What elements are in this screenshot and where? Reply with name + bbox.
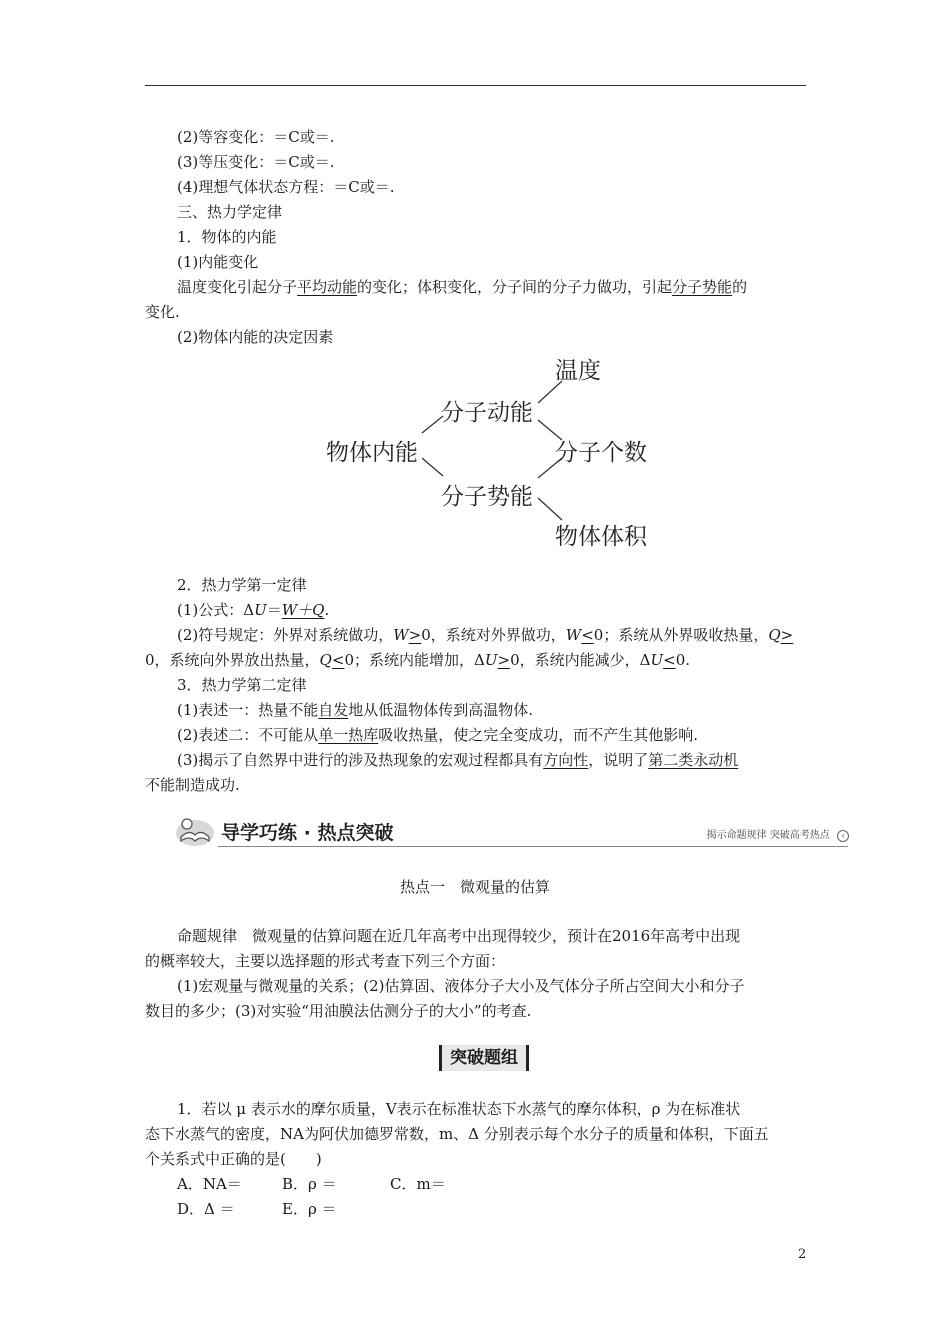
paragraph-line: 命题规律 微观量的估算问题在近几年高考中出现得较少，预计在2016年高考中出现 xyxy=(177,927,741,945)
text: Q xyxy=(768,626,781,644)
text: 0，系统对外界做功， xyxy=(421,626,566,644)
node-temperature: 温度 xyxy=(555,358,601,384)
blank-answer: > xyxy=(497,651,511,669)
text: 地从低温物体传到高温物体. xyxy=(348,701,534,719)
connector xyxy=(422,416,443,433)
item-heading: (2)物体内能的决定因素 xyxy=(177,328,334,346)
banner-rule xyxy=(218,846,848,847)
banner-title: 导学巧练 · 热点突破 xyxy=(221,822,394,844)
page-number: 2 xyxy=(798,1247,807,1262)
connector xyxy=(538,498,562,520)
statement-line: 不能制造成功. xyxy=(145,776,240,794)
statement-line xyxy=(177,725,698,745)
isochoric-line: (2)等容变化：＝C或＝. xyxy=(177,128,335,146)
formula-line xyxy=(177,600,329,620)
sign-convention-line xyxy=(177,625,793,645)
blank-answer: 自发 xyxy=(318,701,349,719)
sign-convention-line xyxy=(145,650,690,670)
paragraph-line: 数目的多少；(3)对实验“用油膜法估测分子的大小”的考查. xyxy=(145,1002,532,1020)
text: 吸收热量，使之完全变成功，而不产生其他影响. xyxy=(378,726,699,744)
blank-answer: W＋Q xyxy=(281,601,325,619)
text: ，说明了 xyxy=(588,751,649,769)
option-c: C．m＝ xyxy=(390,1175,446,1193)
blank-answer: > xyxy=(408,626,422,644)
text: U xyxy=(254,601,267,619)
statement-line xyxy=(177,750,738,770)
question-line: 态下水蒸气的密度，NA为阿伏加德罗常数，m、Δ 分别表示每个水分子的质量和体积，下面五 xyxy=(145,1125,769,1143)
text: U xyxy=(650,651,664,669)
blank-answer: 方向性 xyxy=(543,751,589,769)
paragraph-line xyxy=(177,277,747,297)
blank-answer: < xyxy=(331,651,345,669)
connector xyxy=(422,458,443,476)
text: (3)揭示了自然界中进行的涉及热现象的宏观过程都具有 xyxy=(177,751,544,769)
group-heading: 突破题组 xyxy=(439,1045,529,1071)
text: 0；系统从外界吸收热量， xyxy=(593,626,769,644)
text: 0. xyxy=(675,651,690,669)
subsection-heading: 1．物体的内能 xyxy=(177,228,277,246)
paragraph-line: 的概率较大，主要以选择题的形式考查下列三个方面： xyxy=(145,952,506,970)
internal-energy-diagram xyxy=(310,348,690,558)
blank-answer: 平均动能 xyxy=(297,278,358,296)
statement-line xyxy=(177,700,533,720)
paragraph-line: 变化. xyxy=(145,303,180,321)
header-rule xyxy=(145,85,806,86)
blank-answer: < xyxy=(581,626,594,644)
blank-answer: 第二类永动机 xyxy=(648,751,739,769)
node-molecule-count: 分子个数 xyxy=(555,440,647,466)
text: 的变化；体积变化，分子间的分子力做功，引起 xyxy=(357,278,673,296)
question-line: 1．若以 μ 表示水的摩尔质量，V表示在标准状态下水蒸气的摩尔体积，ρ 为在标准状 xyxy=(177,1100,741,1118)
node-kinetic-energy: 分子动能 xyxy=(441,400,533,426)
option-d: D．Δ ＝ xyxy=(177,1200,235,1218)
subsection-heading: 3．热力学第二定律 xyxy=(177,676,307,694)
option-e: E．ρ ＝ xyxy=(282,1200,337,1218)
blank-answer: 分子势能 xyxy=(672,278,733,296)
text: Q xyxy=(319,651,332,669)
text: (1)表述一：热量不能 xyxy=(177,701,319,719)
option-a: A．NA＝ xyxy=(177,1175,242,1193)
book-icon xyxy=(173,815,217,849)
ideal-gas-line: (4)理想气体状态方程：＝C或＝. xyxy=(177,178,395,196)
text: 的 xyxy=(732,278,748,296)
blank-answer: > xyxy=(780,626,794,644)
text: (1)公式：Δ xyxy=(177,601,255,619)
question-line: 个关系式中正确的是( ) xyxy=(145,1150,322,1168)
text: W xyxy=(393,626,409,644)
chevron-left-icon: ‹ xyxy=(837,830,849,842)
text: (2)表述二：不可能从 xyxy=(177,726,319,744)
banner-subtitle xyxy=(707,826,849,842)
option-b: B．ρ ＝ xyxy=(282,1175,337,1193)
text: U xyxy=(484,651,498,669)
blank-answer: < xyxy=(663,651,676,669)
isobaric-line: (3)等压变化：＝C或＝. xyxy=(177,153,335,171)
item-heading: (1)内能变化 xyxy=(177,253,259,271)
section-banner xyxy=(173,815,849,849)
node-internal-energy: 物体内能 xyxy=(326,440,418,466)
text: 温度变化引起分子 xyxy=(177,278,298,296)
subsection-heading: 2．热力学第一定律 xyxy=(177,576,307,594)
text: . xyxy=(324,601,330,619)
banner-subtitle-text: 揭示命题规律 突破高考热点 xyxy=(706,830,830,841)
hotspot-title: 热点一 微观量的估算 xyxy=(399,878,550,896)
text: 0，系统向外界放出热量， xyxy=(145,651,320,669)
blank-answer: 单一热库 xyxy=(318,726,379,744)
text: ＝ xyxy=(266,601,282,619)
section-heading: 三、热力学定律 xyxy=(177,203,283,221)
text: 0，系统内能减少，Δ xyxy=(510,651,651,669)
text: W xyxy=(565,626,582,644)
node-volume: 物体体积 xyxy=(555,524,647,550)
text: 0；系统内能增加，Δ xyxy=(344,651,485,669)
paragraph-line: (1)宏观量与微观量的关系；(2)估算固、液体分子大小及气体分子所占空间大小和分子 xyxy=(177,977,745,995)
text: (2)符号规定：外界对系统做功， xyxy=(177,626,394,644)
node-potential-energy: 分子势能 xyxy=(441,484,533,510)
